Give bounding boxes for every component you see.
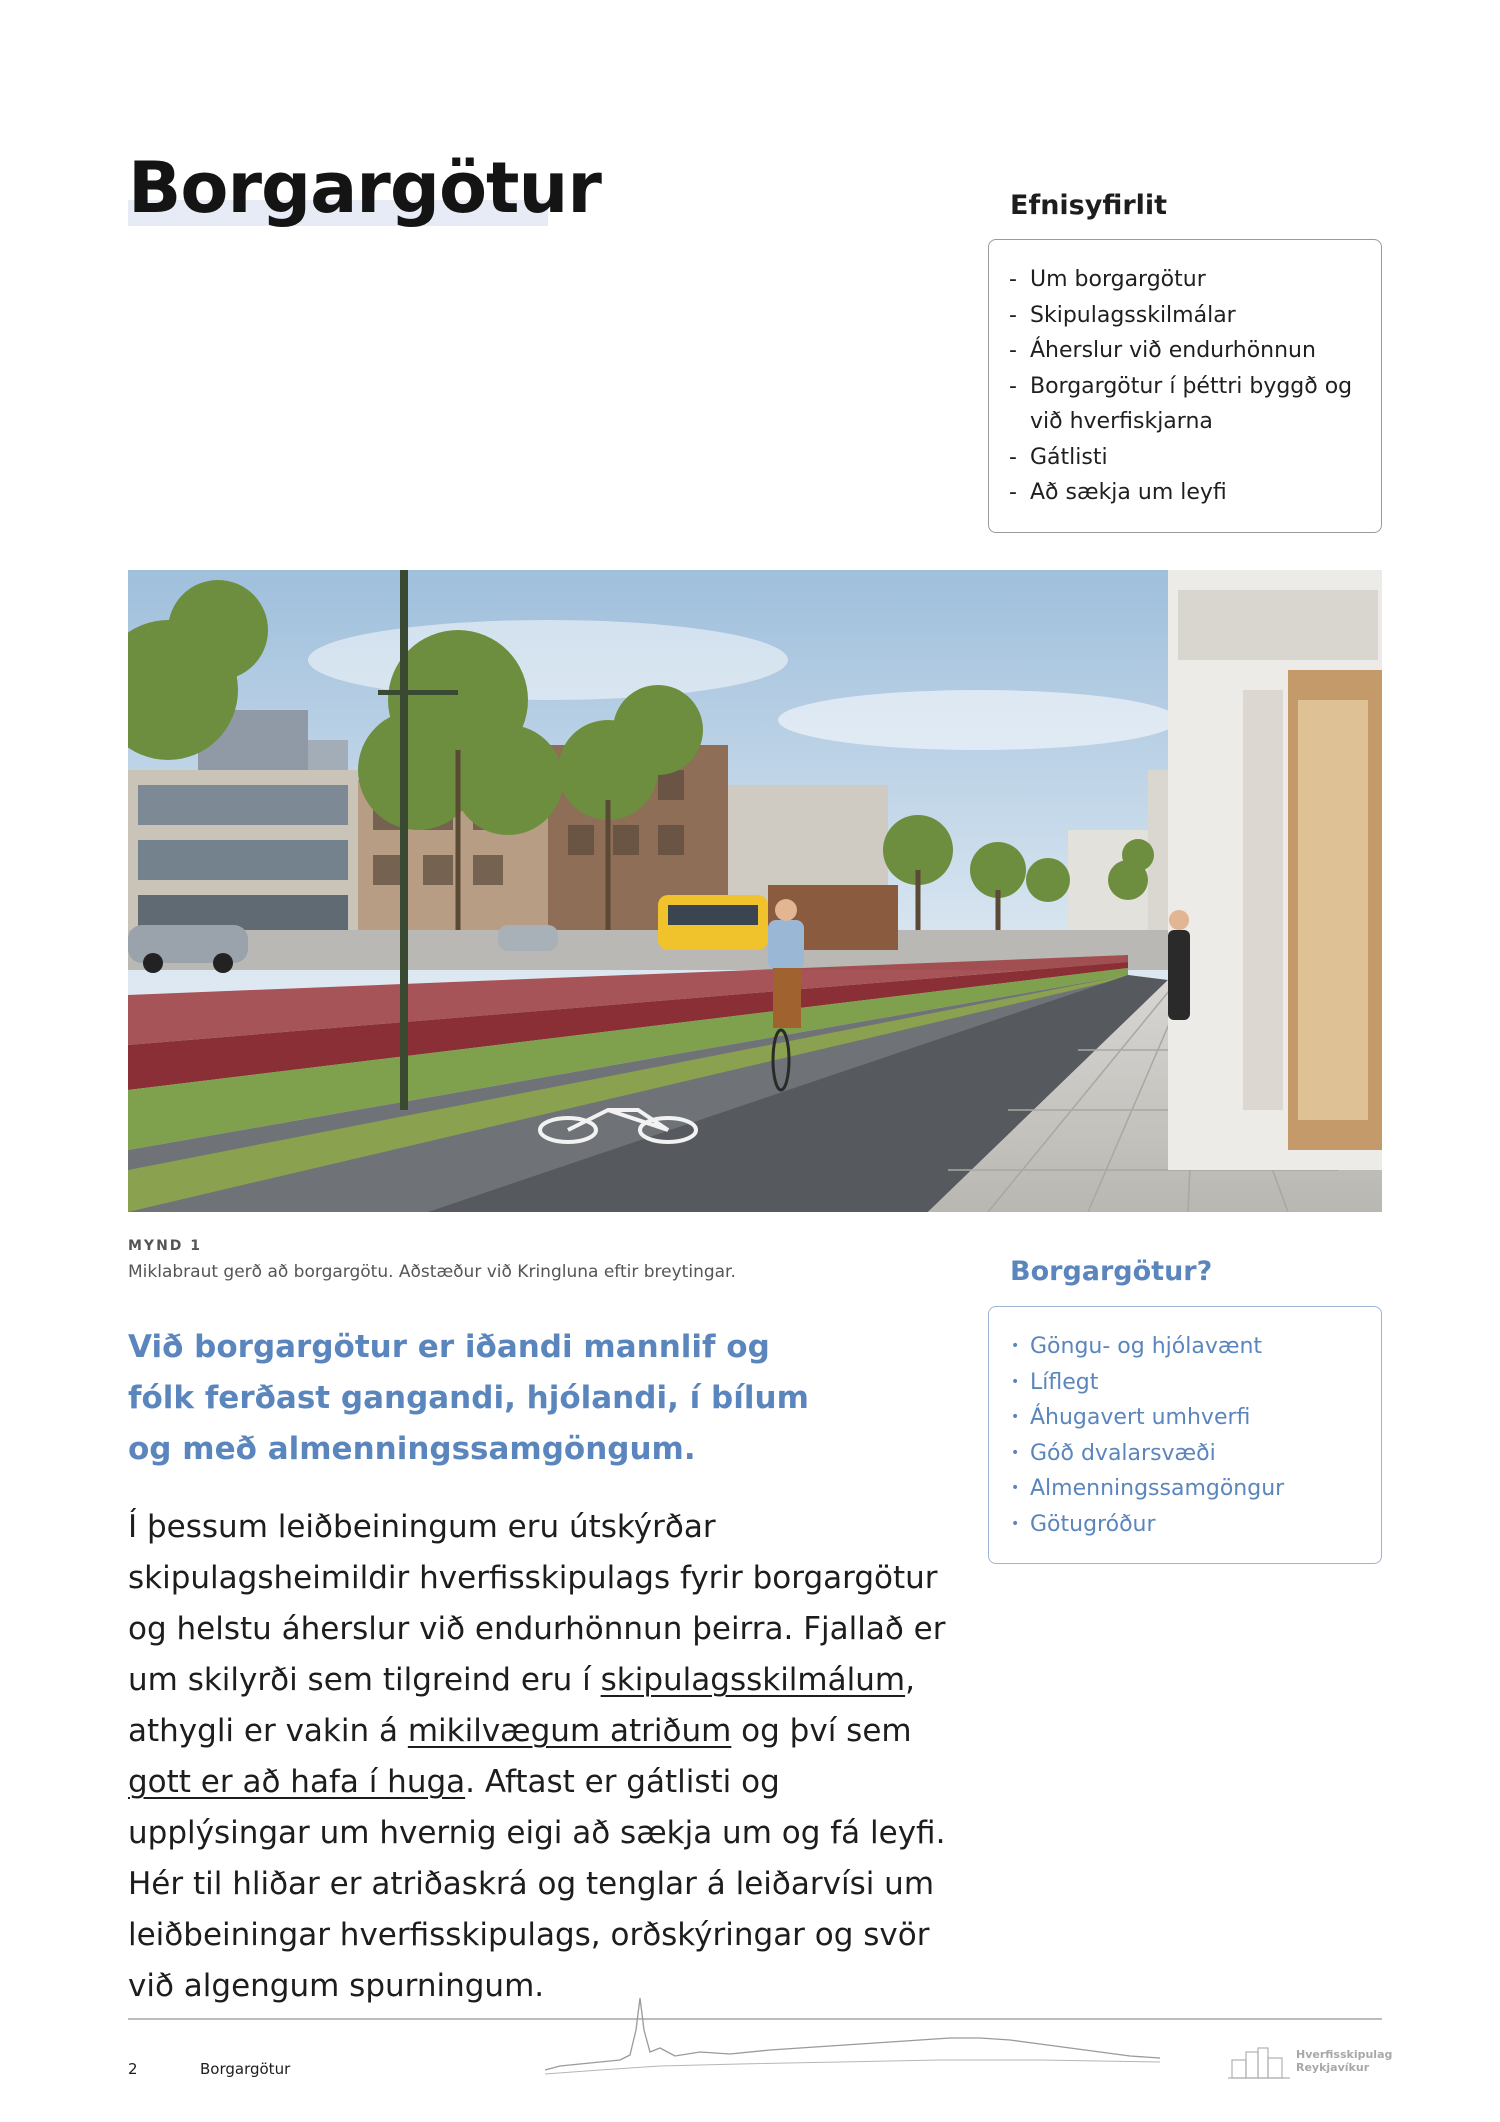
toc-item-um-borgargotur[interactable]: - Um borgargötur: [1009, 262, 1361, 298]
skyline-icon: [540, 1990, 1170, 2080]
figure-caption: Miklabraut gerð að borgargötu. Aðstæður við Kringluna eftir breytingar.: [128, 1262, 736, 1282]
body-text-part: og því sem: [731, 1713, 912, 1749]
toc-item-thettri-byggd[interactable]: - Borgargötur í þéttri byggð og við hverfiskjarna: [1009, 369, 1361, 440]
toc-item-skipulagsskilmalar[interactable]: - Skipulagsskilmálar: [1009, 298, 1361, 334]
footer-title: Borgargötur: [200, 2060, 291, 2078]
summary-item: • Almenningssamgöngur: [1009, 1471, 1361, 1507]
toc-box: [988, 239, 1382, 533]
lead-paragraph: Við borgargötur er iðandi mannlif og fólk ferðast gangandi, hjólandi, í bílum og með almenningssamgöngum.: [128, 1329, 809, 1467]
street-rendering-image: [128, 570, 1382, 1212]
logo-line-2: Reykjavíkur: [1296, 2061, 1370, 2074]
summary-item: • Áhugavert umhverfi: [1009, 1400, 1361, 1436]
page-number: 2: [128, 2060, 138, 2078]
summary-item: • Góð dvalarsvæði: [1009, 1436, 1361, 1472]
body-paragraph: [128, 1502, 958, 2012]
hverfisskipulag-logo-icon: [1228, 2044, 1292, 2084]
toc-list: [1009, 262, 1361, 511]
summary-item: • Líflegt: [1009, 1365, 1361, 1401]
body-text-part: , athygli er vakin á: [128, 1662, 915, 1749]
body-text-part: Í þessum leiðbeiningum eru útskýrðar skipulagsheimildir hverfisskipulags fyrir borgargötur og helstu áherslur við endurhönnun þeirra. Fjallað er um skilyrði sem tilgreind eru í: [128, 1509, 946, 1698]
summary-list: [1009, 1329, 1361, 1542]
summary-box: [988, 1306, 1382, 1564]
body-text-part: . Aftast er gátlisti og upplýsingar um hvernig eigi að sækja um og fá leyfi. Hér til hliðar er atriðaskrá og tenglar á leiðarvísi um leiðbeiningar hverfisskipulags, orðskýringar og svör við algengum spurningum.: [128, 1764, 946, 2004]
link-skipulagsskilmalar[interactable]: skipulagsskilmálum: [600, 1662, 906, 1698]
page-title-wrap: [128, 148, 601, 228]
toc-heading: Efnisyfirlit: [1010, 190, 1168, 221]
link-mikilvaeg-atridi[interactable]: mikilvægum atriðum: [407, 1713, 732, 1749]
link-gott-ad-hafa-i-huga[interactable]: gott er að hafa í huga: [128, 1764, 466, 1800]
toc-item-gatlisti[interactable]: - Gátlisti: [1009, 440, 1361, 476]
summary-heading: Borgargötur?: [1010, 1256, 1213, 1287]
page-title: Borgargötur: [128, 147, 601, 229]
toc-item-aherslur[interactable]: - Áherslur við endurhönnun: [1009, 333, 1361, 369]
summary-item: • Götugróður: [1009, 1507, 1361, 1543]
toc-item-saekja-um-leyfi[interactable]: - Að sækja um leyfi: [1009, 475, 1361, 511]
summary-item: • Göngu- og hjólavænt: [1009, 1329, 1361, 1365]
figure-label: MYND 1: [128, 1238, 203, 1254]
logo-line-1: Hverfisskipulag: [1296, 2048, 1393, 2061]
logo-text: [1296, 2048, 1392, 2074]
street-illustration: [128, 570, 1382, 1212]
